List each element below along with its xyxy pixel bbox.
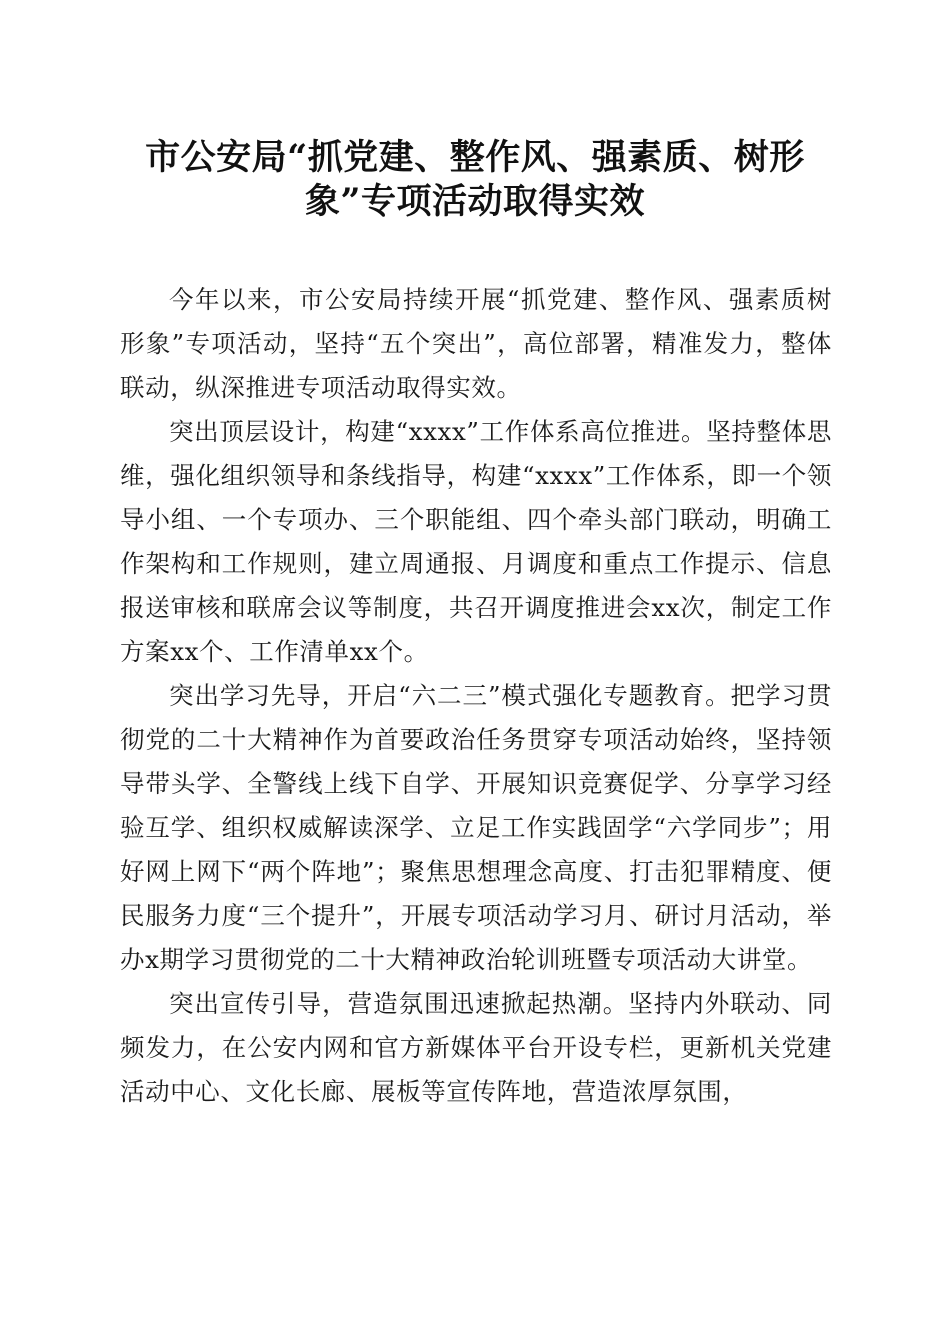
paragraph-intro: 今年以来，市公安局持续开展“抓党建、整作风、强素质树形象”专项活动，坚持“五个突出”，高位部署，精准发力，整体联动，纵深推进专项活动取得实效。	[120, 285, 832, 402]
title-line-2: 象”专项活动取得实效	[304, 181, 646, 222]
paragraph-top-level-design: 突出顶层设计，构建“xxxx”工作体系高位推进。坚持整体思维，强化组织领导和条线指导，构建“xxxx”工作体系，即一个领导小组、一个专项办、三个职能组、四个牵头部门联动，明确工作架构和工作规则，建立周通报、月调度和重点工作提示、信息报送审核和联席会议等制度，共召开调度推进会xx次，制定工作方案xx个、工作清单xx个。	[120, 417, 832, 666]
paragraph-publicity-guidance: 突出宣传引导，营造氛围迅速掀起热潮。坚持内外联动、同频发力，在公安内网和官方新媒体平台开设专栏，更新机关党建活动中心、文化长廊、展板等宣传阵地，营造浓厚氛围，	[120, 989, 832, 1106]
title-line-1: 市公安局“抓党建、整作风、强素质、树形	[145, 137, 805, 178]
paragraph-study-guidance: 突出学习先导，开启“六二三”模式强化专题教育。把学习贯彻党的二十大精神作为首要政治任务贯穿专项活动始终，坚持领导带头学、全警线上线下自学、开展知识竞赛促学、分享学习经验互学、组织权威解读深学、立足工作实践固学“六学同步”；用好网上网下“两个阵地”；聚焦思想理念高度、打击犯罪精度、便民服务力度“三个提升”，开展专项活动学习月、研讨月活动，举办x期学习贯彻党的二十大精神政治轮训班暨专项活动大讲堂。	[120, 681, 832, 974]
document-title	[100, 136, 850, 224]
document-body	[120, 278, 832, 1114]
